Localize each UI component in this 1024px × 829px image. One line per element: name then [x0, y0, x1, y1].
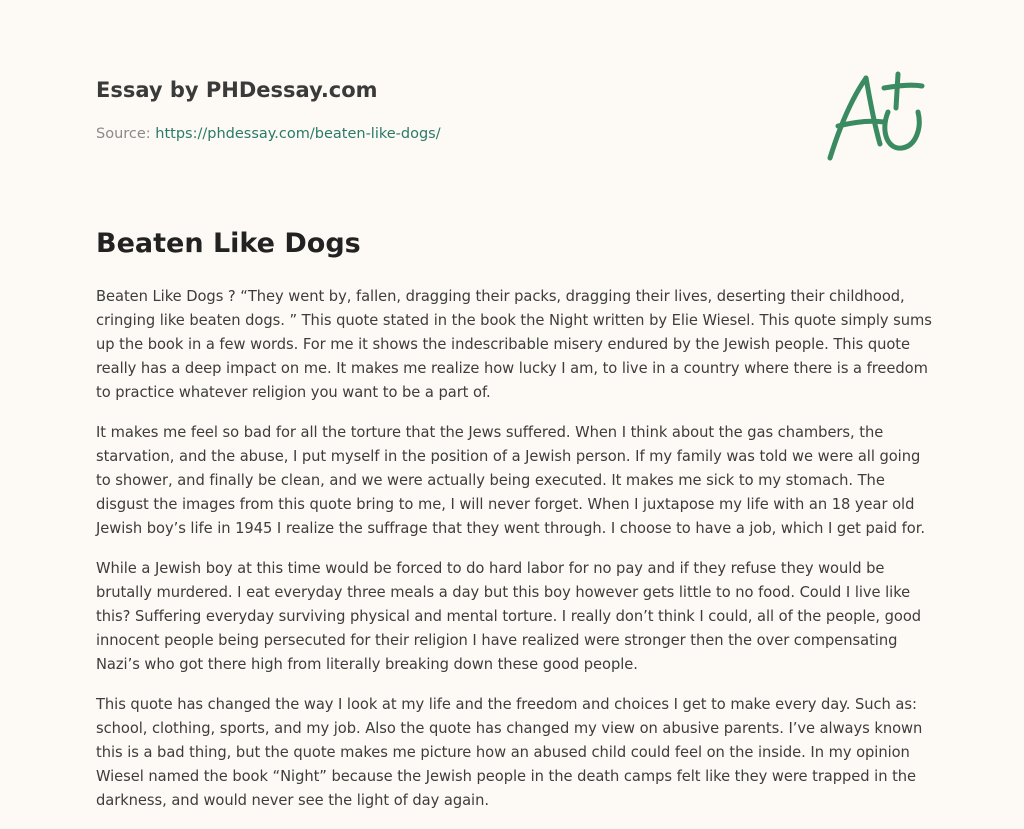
source-link[interactable]: https://phdessay.com/beaten-like-dogs/	[155, 126, 441, 142]
source-label: Source:	[96, 126, 151, 142]
essay-title: Beaten Like Dogs	[96, 228, 361, 259]
essay-paragraph: It makes me feel so bad for all the torture that the Jews suffered. When I think about the gas chambers, the starvation, and the abuse, I put myself in the position of a Jewish person. If my family was told we were all going to shower, and finally be clean, and we were actually being executed. It makes me sick to my stomach. The disgust the images from this quote bring to me, I will never forget. When I juxtapose my life with an 18 year old Jewish boy’s life in 1945 I realize the suffrage that they went through. I choose to have a job, which I get paid for.	[96, 424, 925, 537]
source-line	[96, 124, 796, 144]
essay-paragraph: Beaten Like Dogs ? “They went by, fallen, dragging their packs, dragging their lives, deserting their childhood, cringing like beaten dogs. ” This quote stated in the book the Night written by Elie Wiesel. This quote simply sums up the book in a few words. For me it shows the indescribable misery endured by the Jewish people. This quote really has a deep impact on me. It makes me realize how lucky I am, to live in a country where there is a freedom to practice whatever religion you want to be a part of.	[96, 288, 932, 401]
essay-body	[96, 285, 938, 829]
essay-paragraph: While a Jewish boy at this time would be forced to do hard labor for no pay and if they refuse they would be brutally murdered. I eat everyday three meals a day but this boy however gets little to no food. Could I live like this? Suffering everyday surviving physical and mental torture. I really don’t think I could, all of the people, good innocent people being persecuted for their religion I have realized were stronger then the over compensating Nazi’s who got there high from literally breaking down these good people.	[96, 560, 922, 673]
a-plus-grade-icon	[822, 66, 928, 166]
essay-paragraph: This quote has changed the way I look at my life and the freedom and choices I get to make every day. Such as: school, clothing, sports, and my job. Also the quote has changed my view on abusive parents. I’ve always known this is a bad thing, but the quote makes me picture how an abused child could feel on the inside. In my opinion Wiesel named the book “Night” because the Jewish people in the death camps felt like they were trapped in the darkness, and would never see the light of day again.	[96, 696, 923, 809]
essay-header	[96, 76, 796, 144]
site-brand: Essay by PHDessay.com	[96, 78, 378, 102]
